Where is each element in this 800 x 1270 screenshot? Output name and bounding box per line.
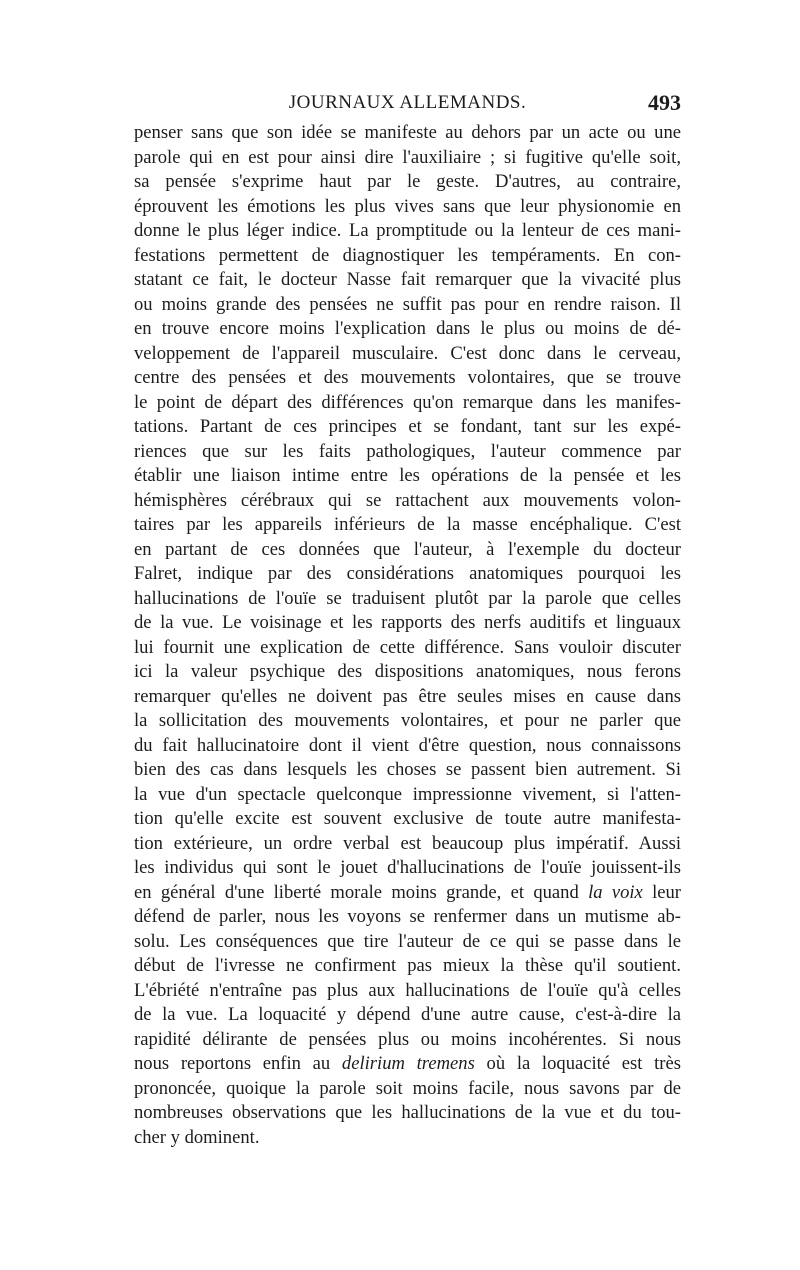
text-line: penser sans que son idée se manifeste au dehors par un acte ou une: [134, 122, 681, 143]
text-line: solu. Les conséquences que tire l'auteur de ce qui se passe dans le: [134, 930, 681, 952]
text-line: la sollicitation des mouvements volontaires, et pour ne parler que: [134, 710, 681, 731]
text-line: veloppement de l'appareil musculaire. C'est donc dans le cerveau,: [134, 342, 681, 364]
page-number: 493: [648, 90, 681, 115]
text-line: éprouvent les émotions les plus vives sans que leur physionomie en: [134, 195, 681, 217]
text-line: hémisphères cérébraux qui se rattachent aux mouvements volon-: [134, 489, 681, 511]
text-line: Falret, indique par des considérations anatomiques pourquoi les: [134, 563, 681, 584]
text-line: remarquer qu'elles ne doivent pas être seules mises en cause dans: [134, 685, 681, 707]
text-line: défend de parler, nous les voyons se renfermer dans un mutisme ab-: [134, 906, 681, 927]
text-line: ici la valeur psychique des dispositions anatomiques, nous ferons: [134, 661, 681, 682]
running-head: [134, 92, 681, 118]
text-line: festations permettent de diagnostiquer les tempéraments. En con-: [134, 244, 681, 266]
text-line: parole qui en est pour ainsi dire l'auxiliaire ; si fugitive qu'elle soit,: [134, 146, 681, 168]
text-line: L'ébriété n'entraîne pas plus aux hallucinations de l'ouïe qu'à celles: [134, 979, 681, 1001]
text-line: prononcée, quoique la parole soit moins facile, nous savons par de: [134, 1077, 681, 1099]
text-line: tion extérieure, un ordre verbal est beaucoup plus impératif. Aussi: [134, 832, 681, 854]
text-line: nous reportons enfin au delirium tremens où la loquacité est très: [134, 1053, 681, 1074]
text-line: en partant de ces données que l'auteur, à l'exemple du docteur: [134, 538, 681, 560]
text-line: bien des cas dans lesquels les choses se passent bien autrement. Si: [134, 759, 681, 780]
running-title: JOURNAUX ALLEMANDS.: [288, 92, 527, 113]
text-line: rapidité délirante de pensées plus ou moins incohérentes. Si nous: [134, 1028, 681, 1050]
text-line: centre des pensées et des mouvements volontaires, que se trouve: [134, 367, 681, 388]
text-line: les individus qui sont le jouet d'hallucinations de l'ouïe jouissent-ils: [134, 857, 681, 878]
text-line: nombreuses observations que les hallucinations de la vue et du tou-: [134, 1102, 681, 1123]
text-line: hallucinations de l'ouïe se traduisent plutôt par la parole que celles: [134, 587, 681, 609]
text-line: statant ce fait, le docteur Nasse fait remarquer que la vivacité plus: [134, 269, 681, 290]
text-line: du fait hallucinatoire dont il vient d'être question, nous connaissons: [134, 734, 681, 756]
body-text: [134, 121, 681, 1150]
text-line: la vue d'un spectacle quelconque impressionne vivement, si l'atten-: [134, 783, 681, 805]
text-line: de la vue. La loquacité y dépend d'une autre cause, c'est-à-dire la: [134, 1004, 681, 1025]
text-line: ou moins grande des pensées ne suffit pas pour en rendre raison. Il: [134, 293, 681, 315]
text-line: début de l'ivresse ne confirment pas mieux la thèse qu'il soutient.: [134, 955, 681, 976]
text-line: donne le plus léger indice. La promptitude ou la lenteur de ces mani-: [134, 220, 681, 241]
text-line: riences que sur les faits pathologiques, l'auteur commence par: [134, 440, 681, 462]
text-line: tations. Partant de ces principes et se fondant, tant sur les expé-: [134, 416, 681, 437]
text-line: en trouve encore moins l'explication dans le plus ou moins de dé-: [134, 318, 681, 339]
text-line: taires par les appareils inférieurs de la masse encéphalique. C'est: [134, 514, 681, 535]
text-line: lui fournit une explication de cette différence. Sans vouloir discuter: [134, 636, 681, 658]
text-line: le point de départ des différences qu'on remarque dans les manifes-: [134, 391, 681, 413]
text-line: tion qu'elle excite est souvent exclusive de toute autre manifesta-: [134, 808, 681, 829]
text-line: établir une liaison intime entre les opérations de la pensée et les: [134, 465, 681, 486]
text-line: en général d'une liberté morale moins grande, et quand la voix leur: [134, 881, 681, 903]
text-line: cher y dominent.: [134, 1126, 260, 1148]
text-line: sa pensée s'exprime haut par le geste. D'autres, au contraire,: [134, 171, 681, 192]
text-line: de la vue. Le voisinage et les rapports des nerfs auditifs et linguaux: [134, 612, 681, 633]
